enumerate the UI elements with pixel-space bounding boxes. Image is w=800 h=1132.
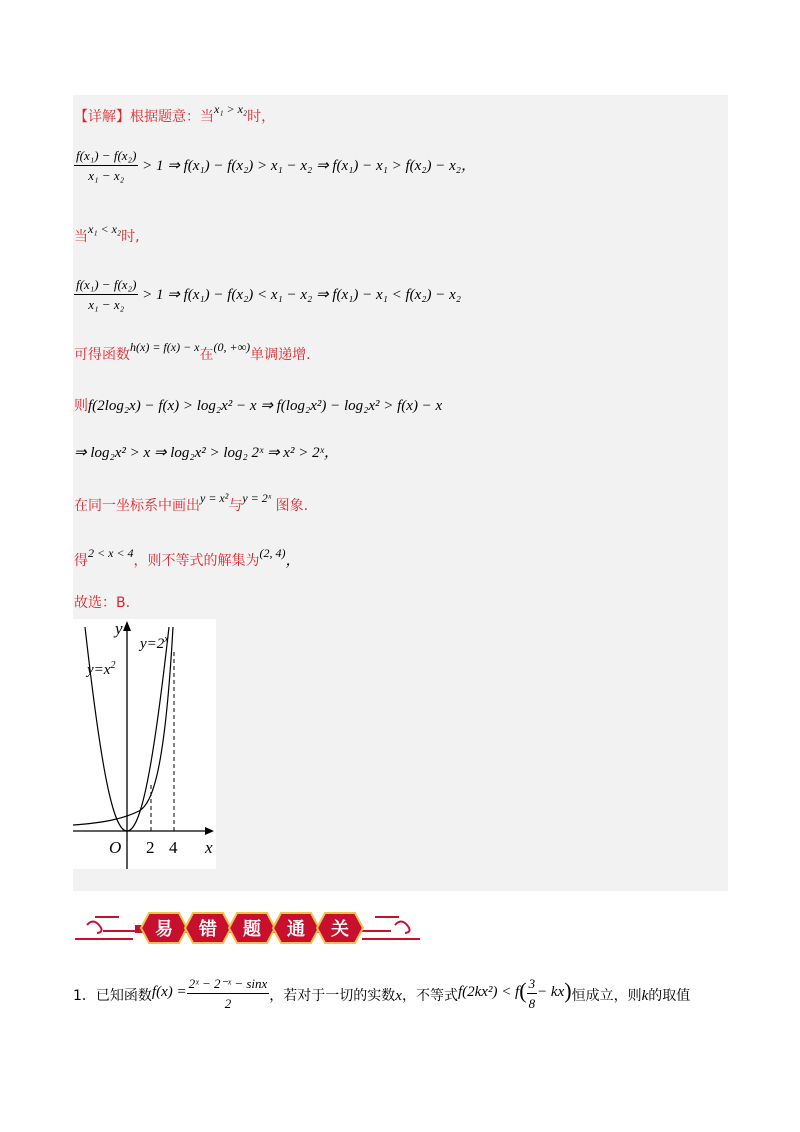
solution-set: (2, 4) (259, 546, 286, 560)
mid-text: 在 (199, 347, 214, 363)
reduction-chain: ⇒ log₂x² > x ⇒ log₂x² > log₂ 2ˣ ⇒ x² > 2ˣ (74, 445, 324, 461)
question-text-2: ，若对于一切的实数 (269, 988, 396, 1004)
banner-badge-5 (317, 913, 363, 943)
trailing-comma: ， (323, 445, 339, 461)
implication-chain: > 1 ⇒ f(x₁) − f(x₂) < x₁ − x₂ ⇒ f(x₁) − x₁ < f(x₂) − x₂ (138, 287, 462, 303)
condition-x1-lt-x2: x₁ < x₂ (88, 222, 122, 236)
function-denominator: 2 (224, 996, 232, 1011)
implication-chain: > 1 ⇒ f(x₁) − f(x₂) > x₁ − x₂ ⇒ f(x₁) − x₁ > f(x₂) − x₂ (138, 158, 462, 174)
banner-char-2: 错 (199, 919, 217, 940)
solution-line-9 (74, 546, 301, 570)
question-text-3: ，不等式 (401, 988, 458, 1004)
inequality-fraction (527, 976, 538, 1012)
banner-svg (75, 905, 420, 951)
difference-quotient (74, 148, 138, 184)
function-graph (73, 619, 216, 869)
prefix-text: 则 (74, 398, 88, 414)
fraction-numerator: f(x₁) − f(x₂) (74, 277, 138, 295)
prefix-text: 得 (74, 553, 88, 569)
banner-left-swirl-icon (87, 922, 102, 934)
fraction-denominator: x₁ − x₂ (88, 297, 125, 312)
exponential-label (138, 634, 169, 652)
log-inequality-chain: f(2log₂x) − f(x) > log₂x² − x ⇒ f(log₂x²) − log₂x² > f(x) − x (88, 398, 443, 414)
solution-line-8 (74, 491, 309, 515)
solution-line-1 (74, 102, 276, 126)
mid-text: ，则不等式的解集为 (133, 553, 260, 569)
h-function-def: h(x) = f(x) − x (130, 340, 200, 354)
section-banner (75, 905, 420, 951)
exponential-label-exp: x (164, 634, 169, 645)
banner-char-4: 通 (287, 919, 305, 940)
difference-quotient (74, 277, 138, 313)
fraction-numerator: f(x₁) − f(x₂) (74, 148, 138, 166)
exponential-formula: y = 2ˣ (242, 491, 272, 505)
solution-line-2 (74, 148, 476, 184)
question-text-1: 已知函数 (95, 988, 152, 1004)
banner-badge-3 (229, 913, 275, 943)
banner-badge-1 (141, 913, 187, 943)
parabola-label (85, 660, 115, 678)
y-axis-label: y (115, 619, 123, 638)
solution-line-3 (74, 222, 140, 246)
solution-line-7 (74, 441, 339, 462)
fraction-denominator: x₁ − x₂ (88, 168, 125, 183)
parabola-label-base: y=x (87, 662, 111, 678)
suffix-text: 单调递增. (250, 347, 311, 363)
inequality-denominator: 8 (528, 996, 536, 1011)
banner-char-1: 易 (155, 919, 173, 940)
question-number: 1． (73, 988, 96, 1004)
function-fraction (187, 976, 270, 1012)
parabola-label-exp: 2 (110, 660, 116, 671)
inequality-tail: − kx (537, 984, 565, 1000)
variable-x: x (395, 988, 402, 1004)
function-lhs: f(x) = (151, 984, 187, 1000)
exponential-label-base: y=2 (140, 636, 165, 652)
prefix-text: 当 (74, 229, 88, 245)
prefix-text: 可得函数 (74, 347, 130, 363)
x-axis-label: x (205, 838, 213, 857)
tick-label-4: 4 (169, 838, 178, 857)
question-text-5: 的取值 (648, 988, 691, 1004)
x-axis-arrow-icon (205, 827, 214, 835)
origin-label: O (109, 838, 122, 857)
open-paren: ( (519, 978, 527, 1003)
detail-label: 【详解】根据题意：当 (74, 109, 214, 125)
answer-line: 故选：B. (74, 595, 131, 611)
tick-label-2: 2 (146, 838, 155, 857)
close-paren: ) (564, 978, 572, 1003)
suffix-text: 时, (121, 229, 140, 245)
trailing-comma: ， (285, 553, 301, 569)
suffix-text: 时， (247, 109, 276, 125)
y-axis-arrow-icon (123, 621, 131, 631)
condition-x1-gt-x2: x₁ > x₂ (214, 102, 248, 116)
interval: (0, +∞) (213, 340, 251, 354)
suffix-text: 图象. (275, 498, 309, 514)
variable-k: k (641, 988, 649, 1004)
trailing-comma: ， (461, 158, 477, 174)
banner-badge-2 (185, 913, 231, 943)
graph-svg (73, 619, 216, 869)
banner-badge-4 (273, 913, 319, 943)
x-range: 2 < x < 4 (88, 546, 134, 560)
solution-line-4 (74, 277, 461, 313)
inequality-left: f(2kx²) < f (457, 984, 520, 1000)
banner-char-5: 关 (331, 919, 349, 940)
parabola-formula: y = x² (200, 491, 229, 505)
solution-line-5 (74, 340, 311, 364)
function-numerator: 2ˣ − 2⁻ˣ − sinx (187, 976, 270, 994)
banner-char-3: 题 (243, 919, 261, 940)
question-1 (73, 978, 690, 1014)
question-text-4: 恒成立，则 (571, 988, 642, 1004)
banner-right-swirl-icon (395, 922, 410, 934)
mid-text: 与 (228, 498, 243, 514)
prefix-text: 在同一坐标系中画出 (74, 498, 200, 514)
inequality-numerator: 3 (527, 976, 538, 994)
solution-line-6 (74, 395, 442, 415)
